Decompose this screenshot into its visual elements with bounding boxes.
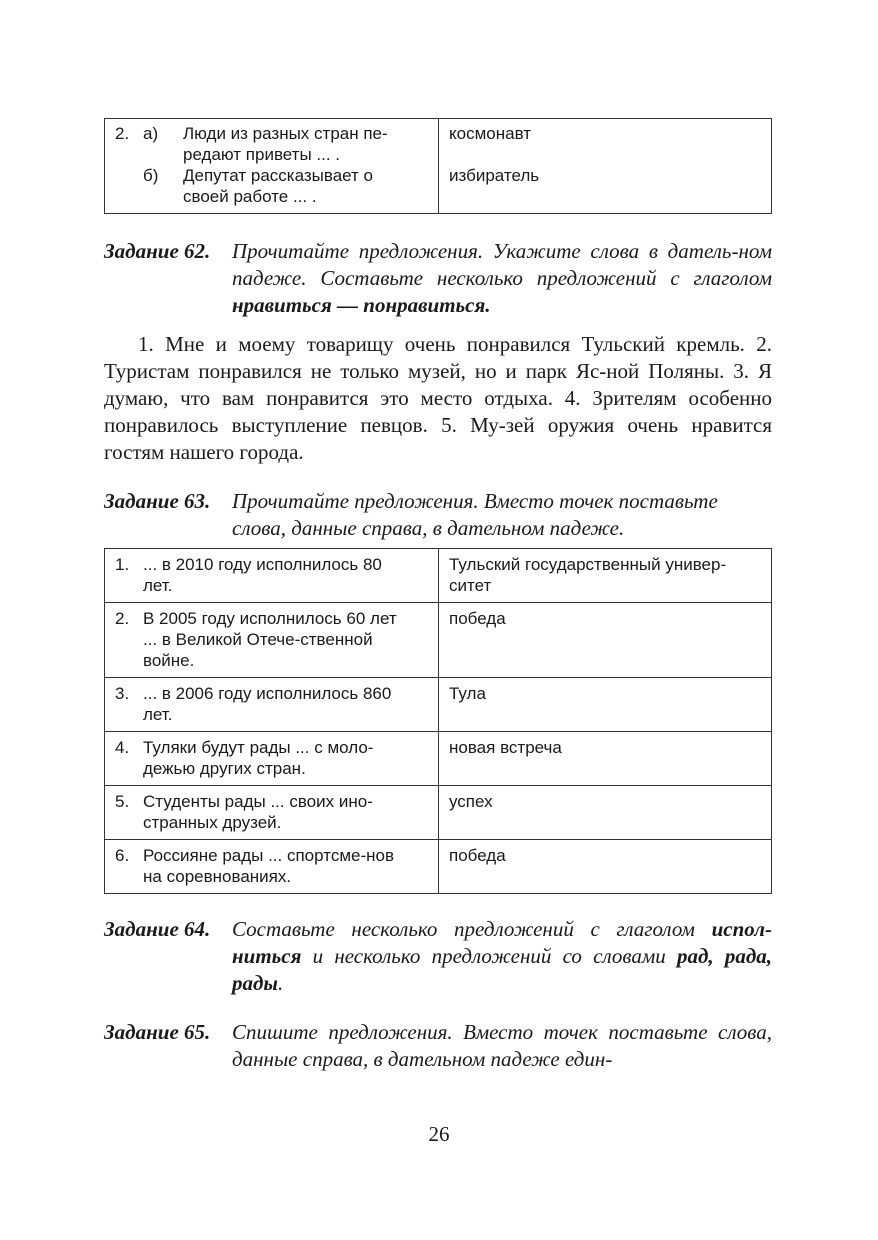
task-label: Задание 64. xyxy=(104,917,211,941)
table-row xyxy=(105,840,772,894)
row-sentence: Туляки будут рады ... с моло-дежью других стран. xyxy=(143,738,374,778)
row-number: 4. xyxy=(115,738,130,757)
row-number: 6. xyxy=(115,846,130,865)
row-answer: Тула xyxy=(449,684,486,703)
task-bold-word: рад, рада, рады xyxy=(232,944,773,995)
page-content xyxy=(104,118,772,1073)
task-label: Задание 63. xyxy=(104,489,211,513)
row-number: 1. xyxy=(115,555,130,574)
task-62-sentences: 1. Мне и моему товарищу очень понравился Тульский кремль. 2. Туристам понравился не только музей, но и парк Яс-ной Поляны. 3. Я думаю, что вам понравится это место отдыха. 4. Зрителям особенно понравилось выступление певцов. 5. Му-зей оружия очень нравится гостям нашего города. xyxy=(104,332,772,464)
row-answer: новая встреча xyxy=(449,738,562,757)
task-62 xyxy=(104,238,772,319)
task-bold-verb: нравиться — понравиться. xyxy=(232,293,491,317)
table-cell-answers xyxy=(439,119,772,214)
answer-text: избиратель xyxy=(449,166,540,185)
table-cell-sentence xyxy=(105,119,439,214)
task-instructions: Спишите предложения. Вместо точек поставьте слова, данные справа, в дательном падеже един- xyxy=(232,1020,772,1071)
row-number: 5. xyxy=(115,792,130,811)
table-row xyxy=(105,119,772,214)
row-answer: Тульский государственный универ-ситет xyxy=(449,555,727,595)
table-row xyxy=(105,732,772,786)
row-answer: победа xyxy=(449,609,506,628)
row-number: 2. xyxy=(115,124,130,143)
row-sentence: ... в 2006 году исполнилось 860 лет. xyxy=(143,684,392,724)
table-task63 xyxy=(104,548,772,894)
sub-text: Депутат рассказывает о своей работе ... . xyxy=(183,166,374,206)
row-sentence: Россияне рады ... спортсме-нов на соревнованиях. xyxy=(143,846,394,886)
table-row xyxy=(105,603,772,678)
row-sentence: В 2005 году исполнилось 60 лет ... в Великой Отече-ственной войне. xyxy=(143,609,397,670)
task-65 xyxy=(104,1019,772,1073)
task-text: . xyxy=(278,971,284,995)
row-number: 3. xyxy=(115,684,130,703)
task-text: Прочитайте предложения. Укажите слова в датель-ном падеже. Составьте несколько предложений с глаголом xyxy=(232,239,772,290)
row-sentence: ... в 2010 году исполнилось 80 лет. xyxy=(143,555,382,595)
task-text: Составьте несколько предложений с глаголом xyxy=(232,917,712,941)
task-bold-word: испол-ниться xyxy=(232,917,772,968)
task-instructions: Прочитайте предложения. Вместо точек поставьте слова, данные справа, в дательном падеже. xyxy=(232,489,718,540)
sub-letter: а) xyxy=(143,124,159,143)
row-answer: победа xyxy=(449,846,506,865)
row-number: 2. xyxy=(115,609,130,628)
sub-letter: б) xyxy=(143,166,159,185)
task-label: Задание 65. xyxy=(104,1020,211,1044)
task-label: Задание 62. xyxy=(104,239,211,263)
row-answer: успех xyxy=(449,792,493,811)
table-row xyxy=(105,786,772,840)
table-task61-continuation xyxy=(104,118,772,214)
task-63 xyxy=(104,488,772,542)
task-64 xyxy=(104,916,772,997)
page-number: 26 xyxy=(428,1122,450,1146)
table-row xyxy=(105,678,772,732)
task-text: и несколько предложений со словами xyxy=(301,944,677,968)
row-sentence: Студенты рады ... своих ино-странных друзей. xyxy=(143,792,373,832)
task-instructions xyxy=(232,238,772,319)
answer-text: космонавт xyxy=(449,124,532,143)
task-instructions xyxy=(232,916,772,997)
sub-text: Люди из разных стран пе-редают приветы ... . xyxy=(183,124,388,164)
table-row xyxy=(105,549,772,603)
